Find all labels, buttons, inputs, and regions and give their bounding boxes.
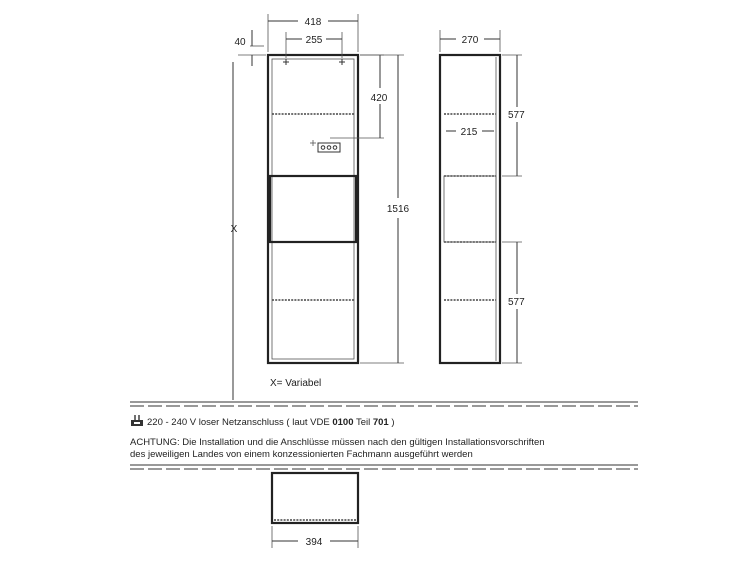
installation-notes xyxy=(130,415,650,461)
dim-577-upper-label: 577 xyxy=(508,110,525,121)
side-view xyxy=(440,30,525,363)
side-middle-box xyxy=(444,176,496,242)
warning-line-2: des jeweiligen Landes von einem konzessionierten Fachmann ausgeführt werden xyxy=(130,449,473,460)
dim-1516-label: 1516 xyxy=(386,204,410,215)
dim-side-upper xyxy=(502,55,525,176)
dim-215-label: 215 xyxy=(460,127,478,138)
power-suffix: ) xyxy=(388,417,395,428)
dim-side-inner xyxy=(446,127,494,138)
dim-front-width xyxy=(268,14,358,52)
bottom-outer-frame xyxy=(272,473,358,523)
side-outer-frame xyxy=(440,55,500,363)
power-mid: Teil xyxy=(353,417,373,428)
power-part: 701 xyxy=(372,417,389,428)
front-inner-frame xyxy=(272,59,354,359)
dim-top-offset xyxy=(234,30,266,66)
dim-side-depth xyxy=(440,30,500,52)
dim-side-lower xyxy=(502,242,525,363)
plug-icon xyxy=(130,415,144,427)
warning-line-1: ACHTUNG: Die Installation und die Anschlüsse müssen nach den gültigen Installationsvorschriften xyxy=(130,437,545,448)
dim-420-label: 420 xyxy=(370,93,388,104)
dim-418-label: 418 xyxy=(304,17,322,28)
power-note xyxy=(130,415,650,429)
dim-255-label: 255 xyxy=(305,35,323,46)
dim-40-label: 40 xyxy=(234,37,246,48)
hanger-mark-left xyxy=(283,59,289,65)
front-view xyxy=(231,14,410,400)
dim-x-label: X xyxy=(230,224,238,235)
dim-394-label: 394 xyxy=(305,537,323,548)
wall-band-top xyxy=(130,402,638,406)
dim-577-lower-label: 577 xyxy=(508,297,525,308)
socket-icon xyxy=(310,140,340,152)
front-outer-frame xyxy=(268,55,358,363)
bottom-view xyxy=(272,473,358,548)
power-text: 220 - 240 V loser Netzanschluss ( laut VDE xyxy=(147,417,333,428)
wall-band-bottom xyxy=(130,465,638,469)
variable-note: X= Variabel xyxy=(270,378,322,389)
front-middle-box xyxy=(270,176,356,242)
hanger-mark-right xyxy=(339,59,345,65)
power-vde: 0100 xyxy=(332,417,354,428)
dim-270-label: 270 xyxy=(461,35,479,46)
dim-mount-height xyxy=(231,62,238,400)
